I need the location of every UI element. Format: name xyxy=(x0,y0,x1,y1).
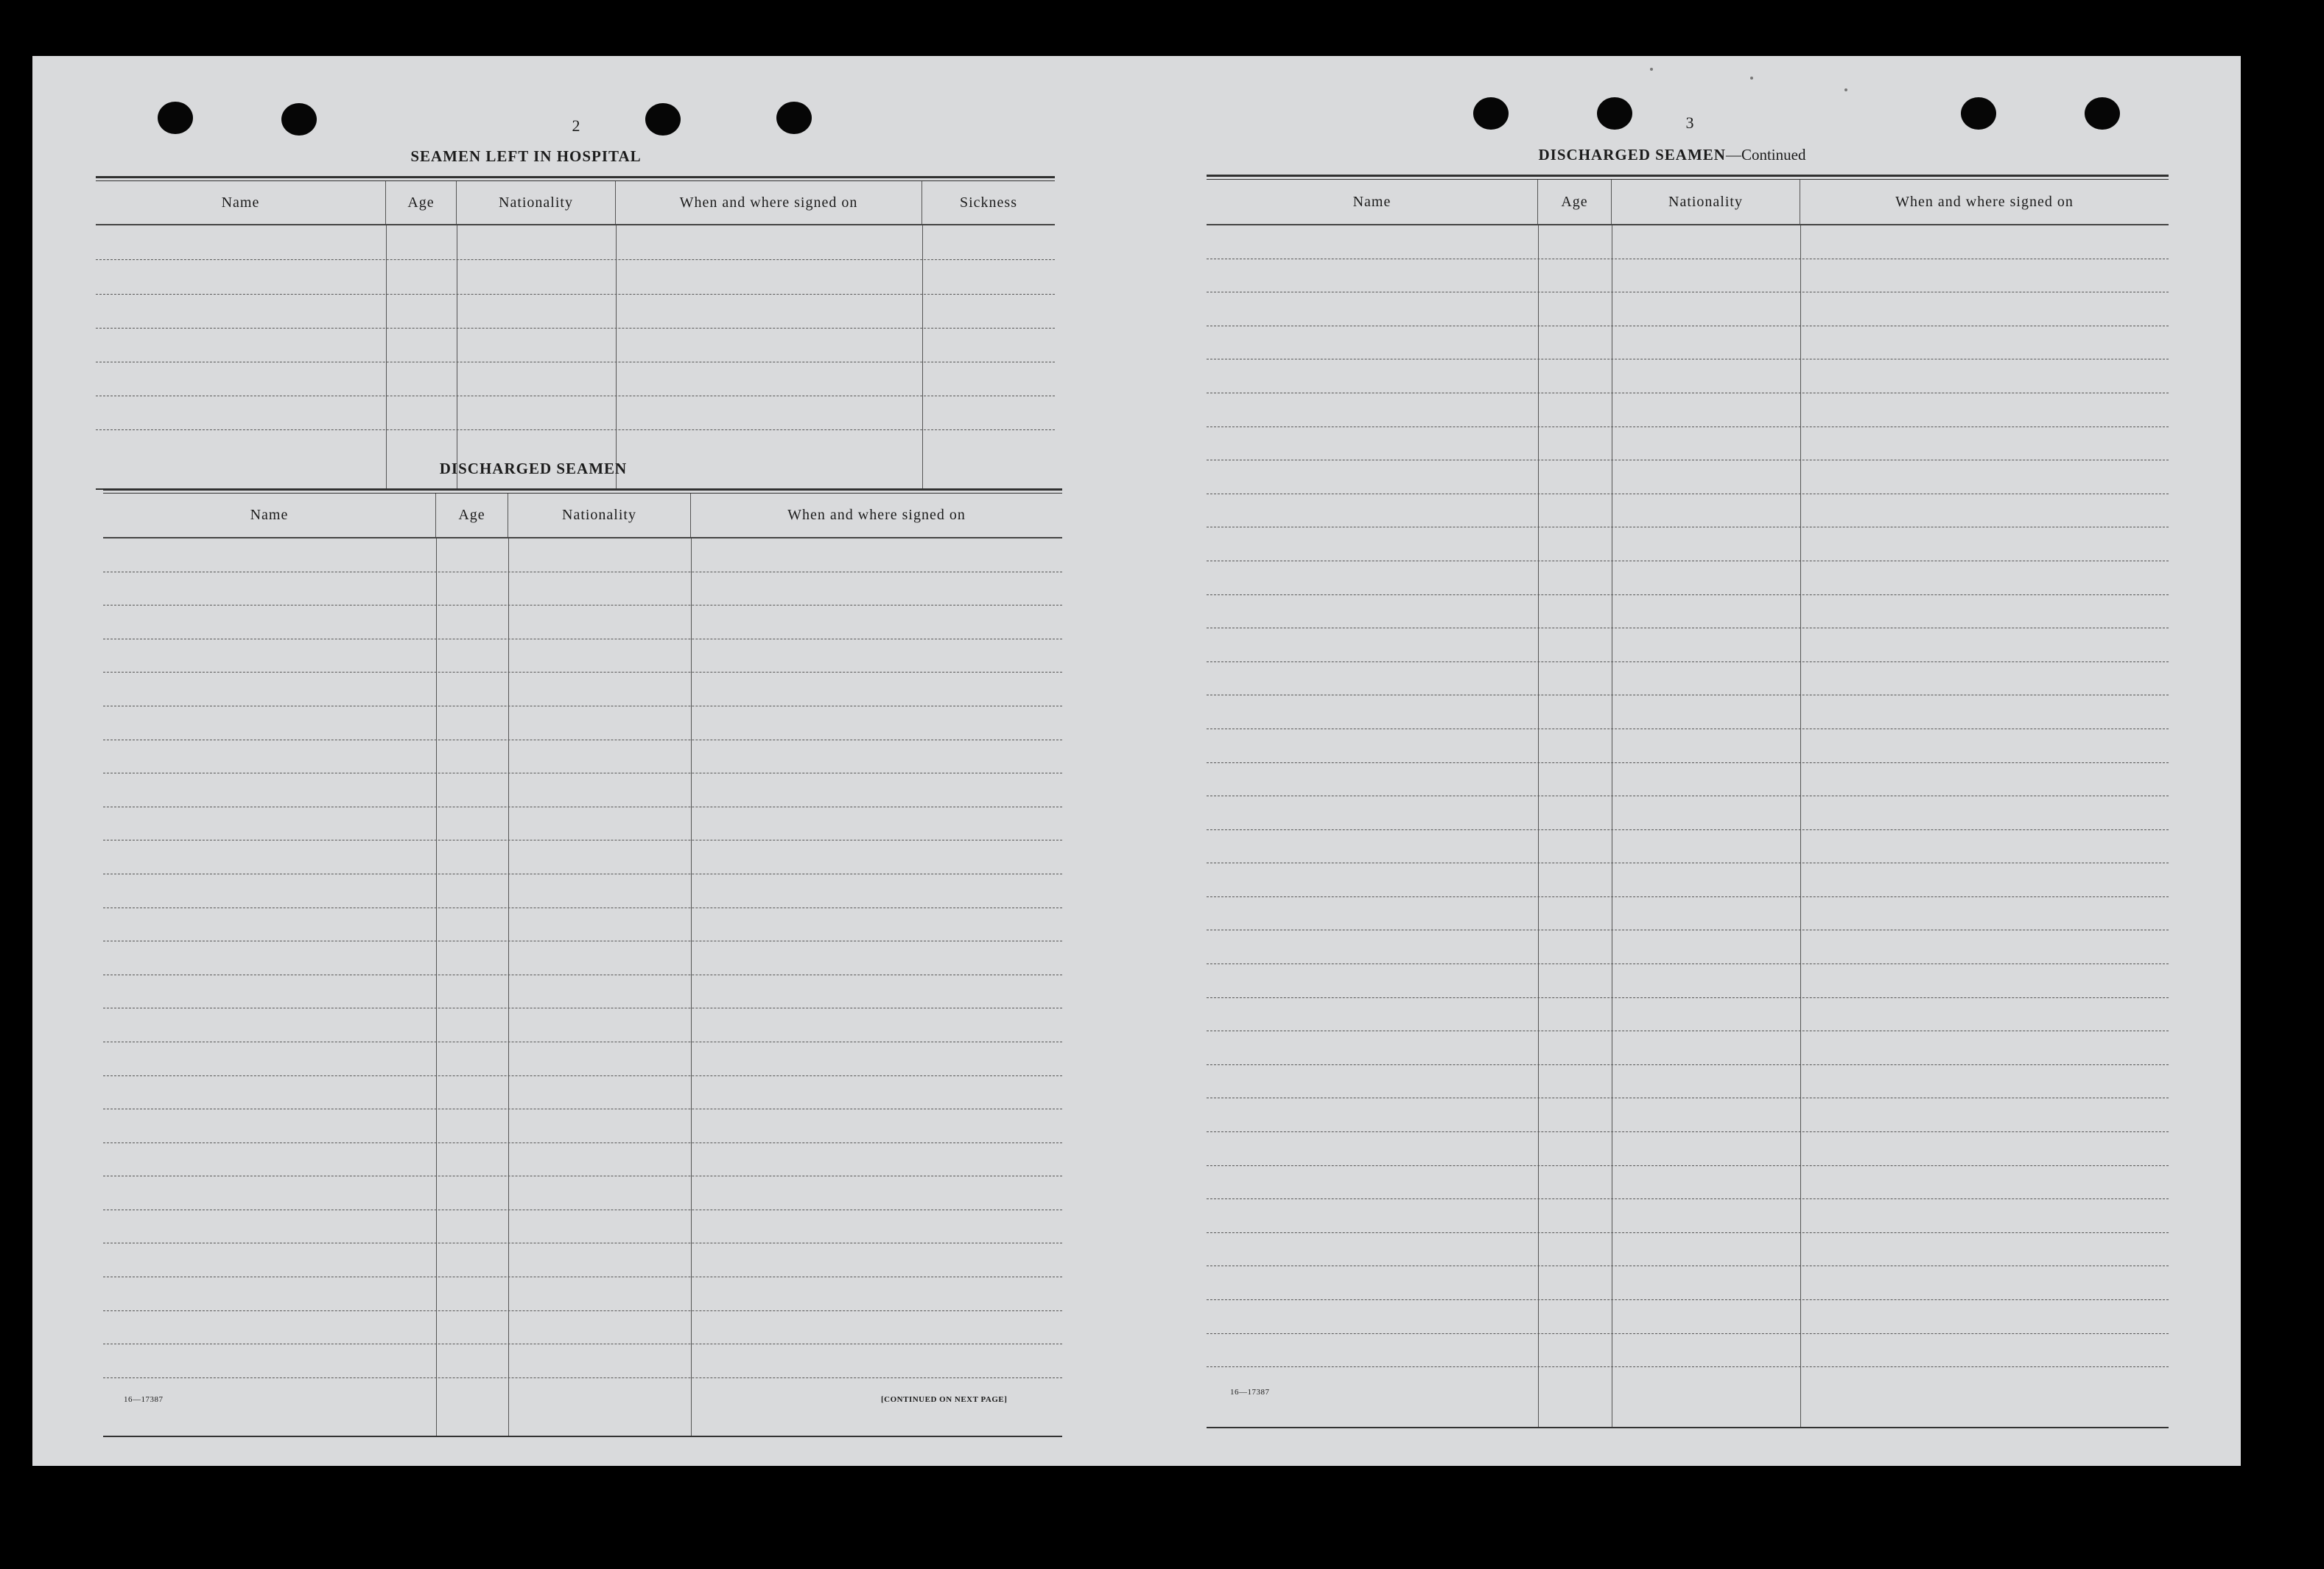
double-rule xyxy=(1207,175,2169,180)
table-row[interactable] xyxy=(103,1311,1062,1345)
punch-hole xyxy=(1597,97,1632,130)
form-number: 16—17387 xyxy=(124,1395,164,1404)
column-header: Age xyxy=(436,494,508,537)
table-row[interactable] xyxy=(103,740,1062,774)
table-row[interactable] xyxy=(103,1076,1062,1110)
table-row[interactable] xyxy=(1207,998,2169,1032)
table-row[interactable] xyxy=(1207,830,2169,864)
column-header: Name xyxy=(96,181,386,224)
table-header xyxy=(96,181,1055,225)
table-row[interactable] xyxy=(103,874,1062,908)
table-row[interactable] xyxy=(1207,796,2169,830)
table-row[interactable] xyxy=(103,673,1062,706)
form-sheet xyxy=(32,56,2241,1466)
table-row[interactable] xyxy=(103,1008,1062,1042)
paper-speck xyxy=(1650,68,1653,71)
table-row[interactable] xyxy=(103,1277,1062,1311)
section-title-suffix: —Continued xyxy=(1725,146,1806,164)
table-row[interactable] xyxy=(1207,460,2169,494)
table-row[interactable] xyxy=(103,706,1062,740)
table-row[interactable] xyxy=(1207,359,2169,393)
section-title-main: DISCHARGED SEAMEN xyxy=(1538,146,1726,164)
section-title: SEAMEN LEFT IN HOSPITAL xyxy=(410,147,642,165)
table-row[interactable] xyxy=(1207,1132,2169,1166)
table-row[interactable] xyxy=(1207,763,2169,797)
column-header: When and where signed on xyxy=(787,507,966,523)
table-row[interactable] xyxy=(1207,1233,2169,1267)
table-row[interactable] xyxy=(1207,326,2169,360)
double-rule xyxy=(103,488,1062,494)
table-rows[interactable] xyxy=(96,225,1055,430)
table-row[interactable] xyxy=(96,225,1055,260)
table-row[interactable] xyxy=(1207,1065,2169,1099)
column-header: Name xyxy=(103,494,436,537)
table-row[interactable] xyxy=(96,396,1055,430)
table-row[interactable] xyxy=(103,941,1062,975)
table-row[interactable] xyxy=(96,362,1055,396)
section-title xyxy=(1473,146,1871,164)
table-row[interactable] xyxy=(103,840,1062,874)
table-row[interactable] xyxy=(1207,527,2169,561)
table-row[interactable] xyxy=(1207,494,2169,528)
column-header: Name xyxy=(1207,180,1538,224)
table-bottom-rule xyxy=(103,1436,1062,1437)
double-rule xyxy=(96,176,1055,181)
table-rows[interactable] xyxy=(1207,225,2169,1367)
table-header xyxy=(103,494,1062,538)
table-row[interactable] xyxy=(1207,259,2169,293)
table-row[interactable] xyxy=(1207,964,2169,998)
table-row[interactable] xyxy=(1207,1266,2169,1300)
table-row[interactable] xyxy=(103,1344,1062,1378)
column-header: Nationality xyxy=(508,494,691,537)
table-row[interactable] xyxy=(1207,292,2169,326)
discharged-table xyxy=(103,488,1062,1442)
column-header: Nationality xyxy=(457,181,616,224)
table-row[interactable] xyxy=(1207,1031,2169,1065)
table-row[interactable] xyxy=(103,639,1062,673)
table-row[interactable] xyxy=(1207,930,2169,964)
section-title: DISCHARGED SEAMEN xyxy=(439,460,628,477)
table-row[interactable] xyxy=(103,908,1062,942)
paper-speck xyxy=(1844,88,1847,91)
table-row[interactable] xyxy=(103,572,1062,606)
punch-hole xyxy=(1961,97,1996,130)
table-row[interactable] xyxy=(103,1143,1062,1177)
table-row[interactable] xyxy=(1207,1199,2169,1233)
table-bottom-rule xyxy=(1207,1427,2169,1428)
continued-note: [CONTINUED ON NEXT PAGE] xyxy=(881,1395,1008,1404)
column-header: Age xyxy=(386,181,457,224)
table-row[interactable] xyxy=(1207,561,2169,595)
page-number: 2 xyxy=(572,116,580,135)
punch-hole xyxy=(776,102,812,134)
table-row[interactable] xyxy=(103,773,1062,807)
table-rows[interactable] xyxy=(103,538,1062,1378)
table-row[interactable] xyxy=(103,1109,1062,1143)
table-header xyxy=(1207,180,2169,225)
table-row[interactable] xyxy=(96,295,1055,329)
table-row[interactable] xyxy=(96,329,1055,362)
table-row[interactable] xyxy=(1207,225,2169,259)
table-row[interactable] xyxy=(103,606,1062,639)
table-row[interactable] xyxy=(96,260,1055,295)
column-header: When and where signed on xyxy=(616,181,922,224)
punch-hole xyxy=(2085,97,2120,130)
column-header: Age xyxy=(1538,180,1612,224)
punch-hole xyxy=(158,102,193,134)
table-row[interactable] xyxy=(1207,628,2169,662)
page-number: 3 xyxy=(1685,113,1694,132)
paper-speck xyxy=(1750,77,1753,80)
table-row[interactable] xyxy=(1207,427,2169,461)
column-header: When and where signed on xyxy=(1895,193,2074,210)
form-number: 16—17387 xyxy=(1230,1388,1270,1397)
table-row[interactable] xyxy=(103,1176,1062,1210)
table-row[interactable] xyxy=(1207,595,2169,629)
table-row[interactable] xyxy=(1207,1166,2169,1200)
table-row[interactable] xyxy=(103,975,1062,1009)
punch-hole xyxy=(645,103,681,136)
column-header: Sickness xyxy=(960,194,1017,211)
column-header: Nationality xyxy=(1612,180,1800,224)
table-row[interactable] xyxy=(1207,393,2169,427)
punch-hole xyxy=(1473,97,1509,130)
table-row[interactable] xyxy=(103,1210,1062,1244)
discharged-continued-table xyxy=(1207,175,2169,1433)
table-row[interactable] xyxy=(1207,897,2169,931)
table-row[interactable] xyxy=(1207,1098,2169,1132)
table-row[interactable] xyxy=(1207,662,2169,696)
table-row[interactable] xyxy=(1207,695,2169,729)
table-row[interactable] xyxy=(103,538,1062,572)
table-row[interactable] xyxy=(103,807,1062,841)
hospital-table xyxy=(96,176,1055,497)
punch-hole xyxy=(281,103,317,136)
table-row[interactable] xyxy=(103,1042,1062,1076)
table-row[interactable] xyxy=(1207,863,2169,897)
table-row[interactable] xyxy=(103,1243,1062,1277)
table-row[interactable] xyxy=(1207,729,2169,763)
table-row[interactable] xyxy=(1207,1300,2169,1334)
table-row[interactable] xyxy=(1207,1334,2169,1368)
